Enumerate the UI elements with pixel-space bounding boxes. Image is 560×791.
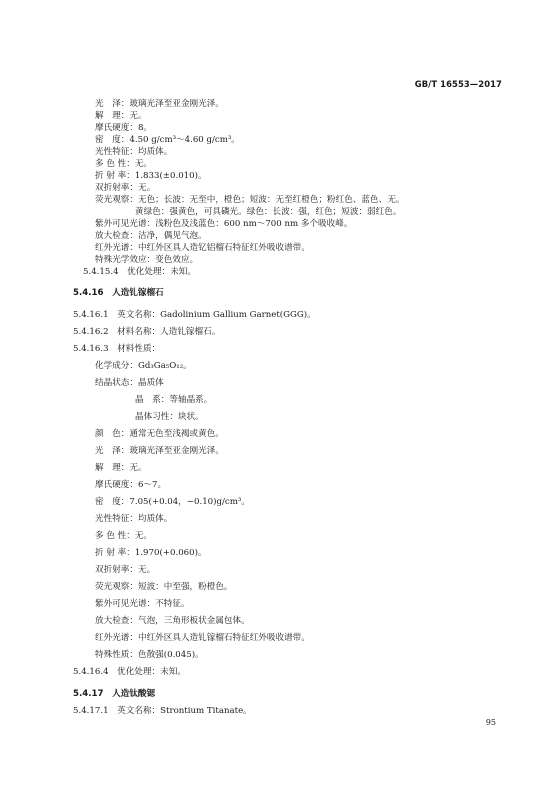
clause-5-4-16-1 bbox=[73, 309, 316, 321]
ggg-color: 颜 色：通常无色至浅褐或黄色。 bbox=[95, 429, 224, 439]
clause-text: 英文名称：Gadolinium Gallium Garnet(GGG)。 bbox=[117, 310, 316, 320]
clause-text: 英文名称：Strontium Titanate。 bbox=[117, 706, 252, 716]
section-number: 5.4.17 bbox=[73, 689, 104, 699]
section-title: 人造钛酸锶 bbox=[112, 689, 156, 699]
clause-text: 材料名称：人造钆镓榴石。 bbox=[117, 327, 221, 337]
prop-ri: 折 射 率：1.833(±0.010)。 bbox=[95, 171, 207, 181]
prop-special-optic: 特殊光学效应：变色效应。 bbox=[95, 255, 199, 265]
standard-code: GB/T 16553—2017 bbox=[414, 79, 502, 89]
ggg-density: 密 度：7.05(+0.04，−0.10)g/cm³。 bbox=[95, 497, 250, 507]
clause-5-4-15-4 bbox=[83, 266, 196, 278]
section-5-4-16 bbox=[73, 287, 164, 299]
clause-5-4-16-3 bbox=[73, 343, 160, 355]
clause-5-4-16-4 bbox=[73, 666, 186, 678]
ggg-special: 特殊性质：色散强(0.045)。 bbox=[95, 650, 204, 660]
prop-ir: 红外光谱：中红外区具人造钇铝榴石特征红外吸收谱带。 bbox=[95, 243, 310, 253]
clause-number: 5.4.17.1 bbox=[73, 706, 109, 716]
ggg-magnification: 放大检查：气泡，三角形板状金属包体。 bbox=[95, 616, 250, 626]
section-5-4-17 bbox=[73, 688, 155, 700]
ggg-crystal-habit: 晶体习性：块状。 bbox=[135, 412, 204, 422]
prop-pleochroism: 多 色 性：无。 bbox=[95, 159, 153, 169]
clause-number: 5.4.15.4 bbox=[83, 267, 119, 277]
prop-cleavage: 解 理：无。 bbox=[95, 111, 147, 121]
ggg-pleochroism: 多 色 性：无。 bbox=[95, 531, 153, 541]
ggg-formula: 化学成分：Gd₃Ga₅O₁₂。 bbox=[95, 361, 192, 371]
clause-text: 优化处理：未知。 bbox=[117, 667, 186, 677]
prop-fluorescence: 荧光观察：无色；长波：无至中，橙色；短波：无至红橙色；粉红色、蓝色、无。 bbox=[95, 195, 405, 205]
ggg-optic: 光性特征：均质体。 bbox=[95, 514, 173, 524]
page-number: 95 bbox=[485, 718, 496, 727]
ggg-fluorescence: 荧光观察：短波：中至强，粉橙色。 bbox=[95, 582, 233, 592]
ggg-ir: 红外光谱：中红外区具人造钆镓榴石特征红外吸收谱带。 bbox=[95, 633, 310, 643]
prop-luster: 光 泽：玻璃光泽至亚金刚光泽。 bbox=[95, 99, 224, 109]
clause-text: 材料性质： bbox=[117, 344, 161, 354]
prop-optic: 光性特征：均质体。 bbox=[95, 147, 173, 157]
clause-number: 5.4.16.3 bbox=[73, 344, 109, 354]
prop-magnification: 放大检查：洁净，偶见气泡。 bbox=[95, 231, 207, 241]
prop-fluorescence-cont: 黄绿色：强黄色，可具磷光。绿色：长波：强，红色；短波：弱红色。 bbox=[135, 207, 402, 217]
clause-number: 5.4.16.1 bbox=[73, 310, 109, 320]
ggg-crystal-system: 晶 系：等轴晶系。 bbox=[135, 395, 213, 405]
clause-5-4-16-2 bbox=[73, 326, 220, 338]
ggg-crystal-state: 结晶状态：晶质体 bbox=[95, 378, 164, 388]
ggg-biref: 双折射率：无。 bbox=[95, 565, 156, 575]
ggg-uvvis: 紫外可见光谱：不特征。 bbox=[95, 599, 190, 609]
clause-5-4-17-1 bbox=[73, 705, 252, 717]
prop-biref: 双折射率：无。 bbox=[95, 183, 156, 193]
prop-hardness: 摩氏硬度：8。 bbox=[95, 123, 153, 133]
prop-uvvis: 紫外可见光谱：浅粉色及浅蓝色：600 nm～700 nm 多个吸收峰。 bbox=[95, 219, 353, 229]
ggg-luster: 光 泽：玻璃光泽至亚金刚光泽。 bbox=[95, 446, 224, 456]
ggg-cleavage: 解 理：无。 bbox=[95, 463, 147, 473]
section-number: 5.4.16 bbox=[73, 288, 104, 298]
ggg-hardness: 摩氏硬度：6～7。 bbox=[95, 480, 167, 490]
ggg-ri: 折 射 率：1.970(+0.060)。 bbox=[95, 548, 207, 558]
prop-density: 密 度：4.50 g/cm³～4.60 g/cm³。 bbox=[95, 135, 240, 145]
clause-number: 5.4.16.2 bbox=[73, 327, 109, 337]
section-title: 人造钆镓榴石 bbox=[112, 288, 164, 298]
clause-number: 5.4.16.4 bbox=[73, 667, 109, 677]
clause-text: 优化处理：未知。 bbox=[127, 267, 196, 277]
